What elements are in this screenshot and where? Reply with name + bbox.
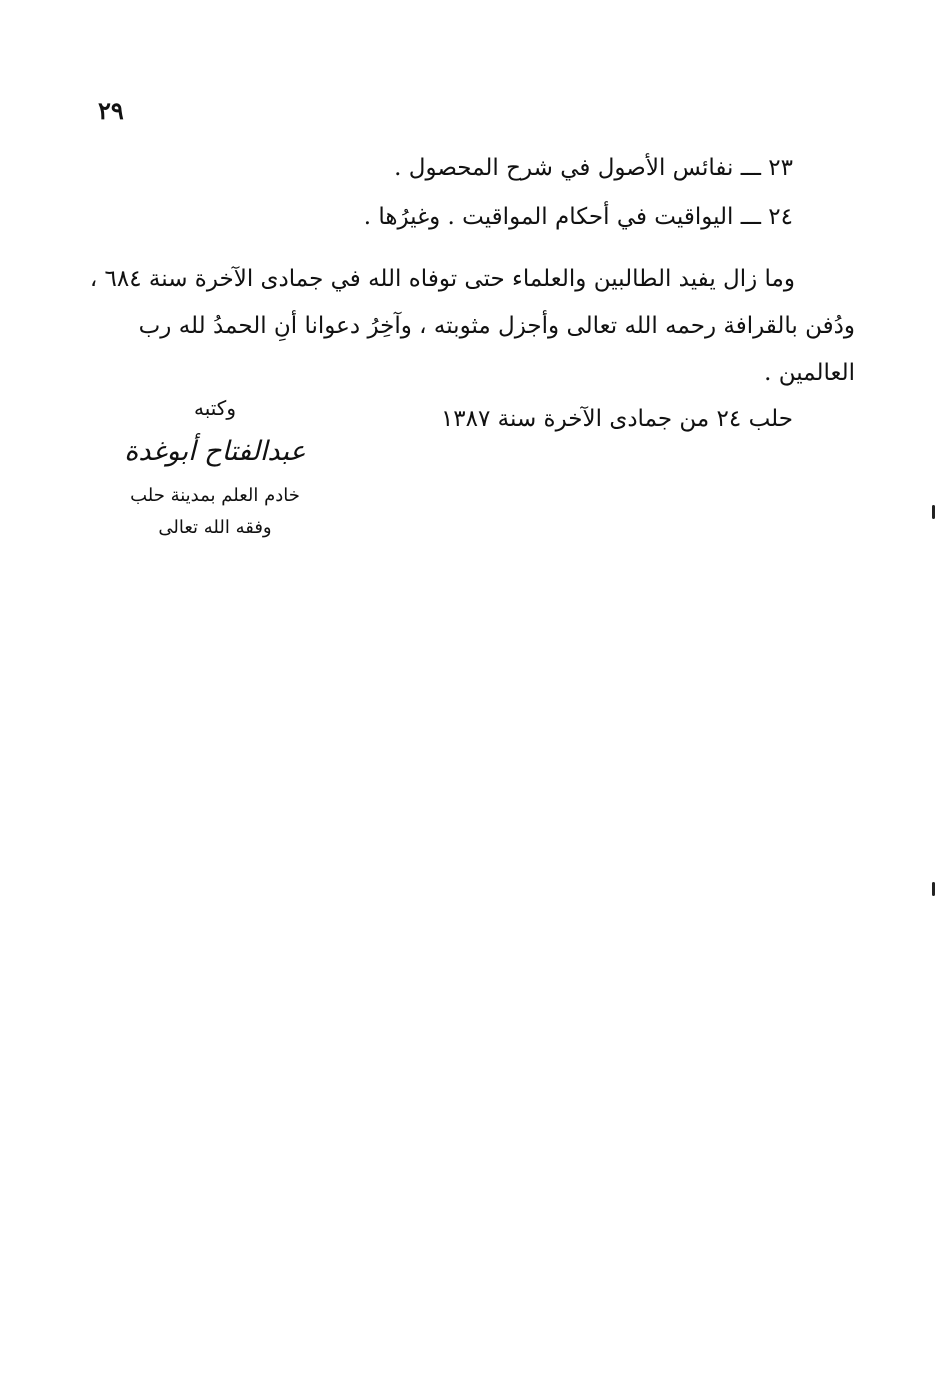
- list-item-number: ٢٤: [768, 204, 793, 230]
- list-item-text: اليواقيت في أحكام المواقيت . وغيرُها .: [363, 204, 734, 230]
- dateline: حلب ٢٤ من جمادى الآخرة سنة ١٣٨٧: [440, 406, 793, 432]
- list-item-number: ٢٣: [768, 155, 793, 181]
- paragraph-line: وما زال يفيد الطالبين والعلماء حتى توفاه الله في جمادى الآخرة سنة ٦٨٤ ،: [89, 266, 795, 292]
- paragraph-line: العالمين .: [764, 360, 855, 386]
- signature: عبدالفتاح أبوغدة: [124, 436, 306, 467]
- list-item-text: نفائس الأصول في شرح المحصول .: [394, 155, 734, 181]
- signature-block: [105, 395, 325, 541]
- page-number: ٢٩: [98, 96, 124, 125]
- list-item: [364, 202, 793, 232]
- list-item-dash: ـــ: [740, 155, 761, 181]
- signature-role: خادم العلم بمدينة حلب: [130, 485, 300, 506]
- signature-blessing: وفقه الله تعالى: [158, 517, 272, 538]
- paragraph-line: ودُفن بالقرافة رحمه الله تعالى وأجزل مثوبته ، وآخِرُ دعوانا أنِ الحمدُ لله رب: [138, 313, 855, 339]
- list-item: [394, 153, 793, 183]
- list-item-dash: ـــ: [740, 204, 761, 230]
- signature-intro: وكتبه: [194, 396, 236, 420]
- closing-paragraph: [89, 256, 855, 397]
